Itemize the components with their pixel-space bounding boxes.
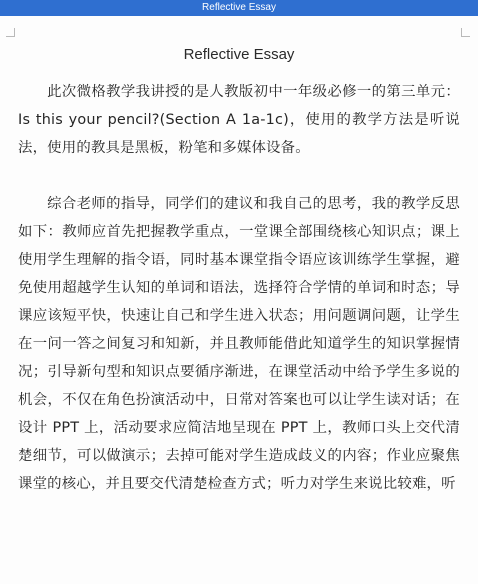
window-title-bar: [0, 0, 478, 16]
margin-corner-top-right: [461, 28, 470, 37]
margin-corner-top-left: [6, 28, 15, 37]
paragraph-1-text: 此次微格教学我讲授的是人教版初中一年级必修一的第三单元：Is this your pencil?(Section A 1a-1c)，使用的教学方法是听说法，使用的教具是黑板，粉笔和多媒体设备。: [18, 84, 460, 156]
paragraph-1: [18, 78, 460, 162]
document-title: Reflective Essay: [183, 46, 295, 63]
document-page[interactable]: [0, 16, 478, 584]
window-title: Reflective Essay: [202, 2, 276, 13]
paragraph-2: [18, 190, 460, 498]
paragraph-2-text: 综合老师的指导，同学们的建议和我自己的思考，我的教学反思如下：教师应首先把握教学重点，一堂课全部围绕核心知识点；课上使用学生理解的指令语，同时基本课堂指令语应该训练学生掌握，避免使用超越学生认知的单词和语法，选择符合学情的单词和时态；导课应该短平快，快速让自己和学生进入状态；用问题调问题，让学生在一问一答之间复习和知新，并且教师能借此知道学生的知识掌握情况；引导新句型和知识点要循序渐进，在课堂活动中给予学生多说的机会，不仅在角色扮演活动中，日常对答案也可以让学生读对话；在设计 PPT 上，活动要求应简洁地呈现在 PPT 上，教师口头上交代清楚细节，可以做演示；去掉可能对学生造成歧义的内容；作业应聚焦课堂的核心，并且要交代清楚检查方式；听力对学生来说比较难，听: [18, 196, 460, 492]
